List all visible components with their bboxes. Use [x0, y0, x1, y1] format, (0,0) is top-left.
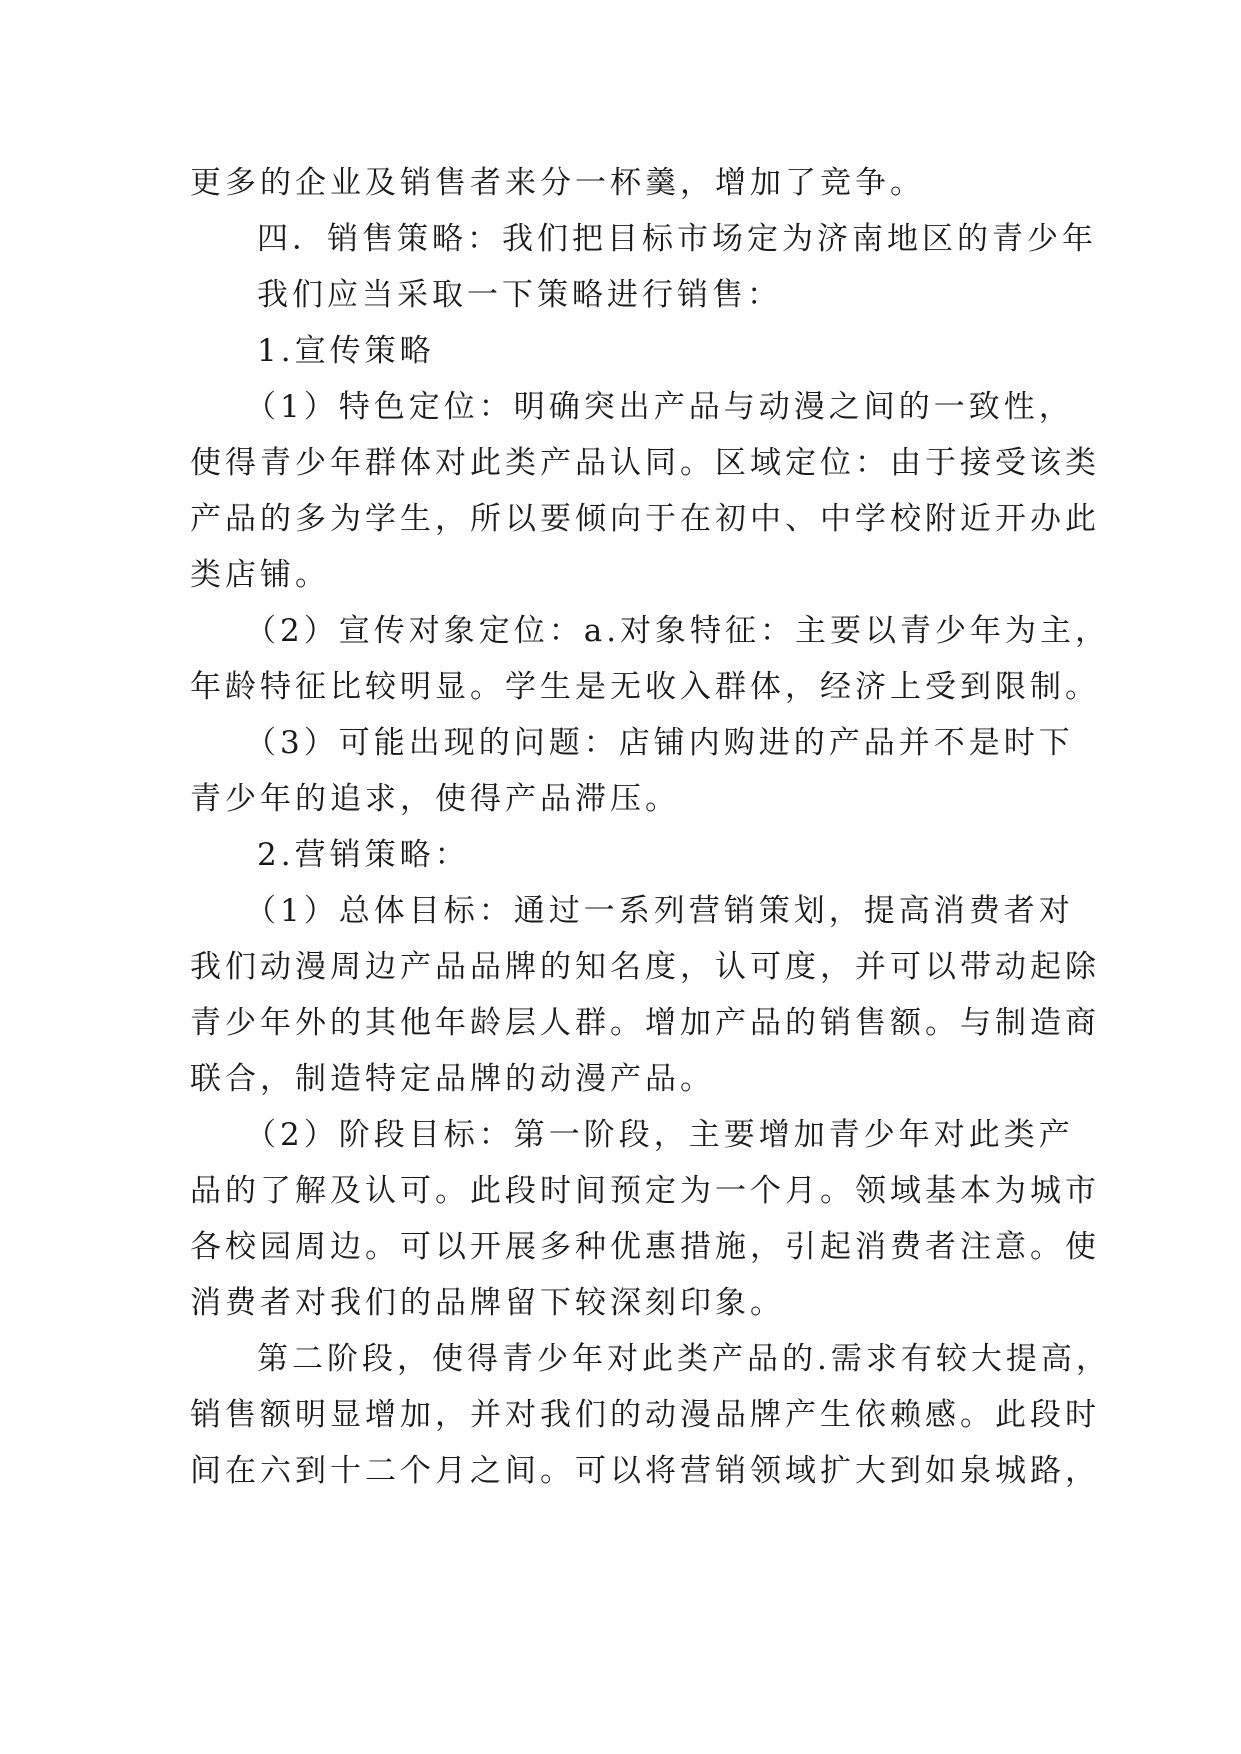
text-line: 青少年的追求，使得产品滞压。 — [190, 781, 680, 817]
text-line: 我们应当采取一下策略进行销售： — [257, 277, 782, 313]
text-line: （2）宣传对象定位：a.对象特征：主要以青少年为主， — [245, 613, 1111, 649]
subheading-marketing-strategy: 2.营销策略： — [257, 837, 470, 873]
text-line: 消费者对我们的品牌留下较深刻印象。 — [190, 1285, 785, 1321]
text-line: （3）可能出现的问题：店铺内购进的产品并不是时下 — [245, 725, 1074, 761]
text-line: 使得青少年群体对此类产品认同。区域定位：由于接受该类 — [190, 445, 1100, 481]
body-text — [190, 155, 1111, 1499]
text-line: 间在六到十二个月之间。可以将营销领域扩大到如泉城路， — [190, 1453, 1100, 1489]
text-line: 品的了解及认可。此段时间预定为一个月。领域基本为城市 — [190, 1173, 1100, 1209]
text-line: 联合，制造特定品牌的动漫产品。 — [190, 1061, 715, 1097]
text-line: 产品的多为学生，所以要倾向于在初中、中学校附近开办此 — [190, 501, 1100, 537]
section-heading-sales-strategy: 四．销售策略：我们把目标市场定为济南地区的青少年 — [257, 221, 1097, 257]
subheading-promotion-strategy: 1.宣传策略 — [257, 333, 435, 369]
text-line: （1）总体目标：通过一系列营销策划，提高消费者对 — [245, 893, 1074, 929]
text-line: 类店铺。 — [190, 557, 330, 593]
text-line: 青少年外的其他年龄层人群。增加产品的销售额。与制造商 — [190, 1005, 1100, 1041]
text-line: 年龄特征比较明显。学生是无收入群体，经济上受到限制。 — [190, 669, 1100, 705]
text-line: （2）阶段目标：第一阶段，主要增加青少年对此类产 — [245, 1117, 1074, 1153]
text-line: 各校园周边。可以开展多种优惠措施，引起消费者注意。使 — [190, 1229, 1100, 1265]
text-line: 销售额明显增加，并对我们的动漫品牌产生依赖感。此段时 — [190, 1397, 1100, 1433]
text-line: 我们动漫周边产品品牌的知名度，认可度，并可以带动起除 — [190, 949, 1100, 985]
text-line: （1）特色定位：明确突出产品与动漫之间的一致性， — [245, 389, 1074, 425]
text-line: 第二阶段，使得青少年对此类产品的.需求有较大提高， — [257, 1341, 1111, 1377]
text-line: 更多的企业及销售者来分一杯羹，增加了竞争。 — [190, 165, 925, 201]
